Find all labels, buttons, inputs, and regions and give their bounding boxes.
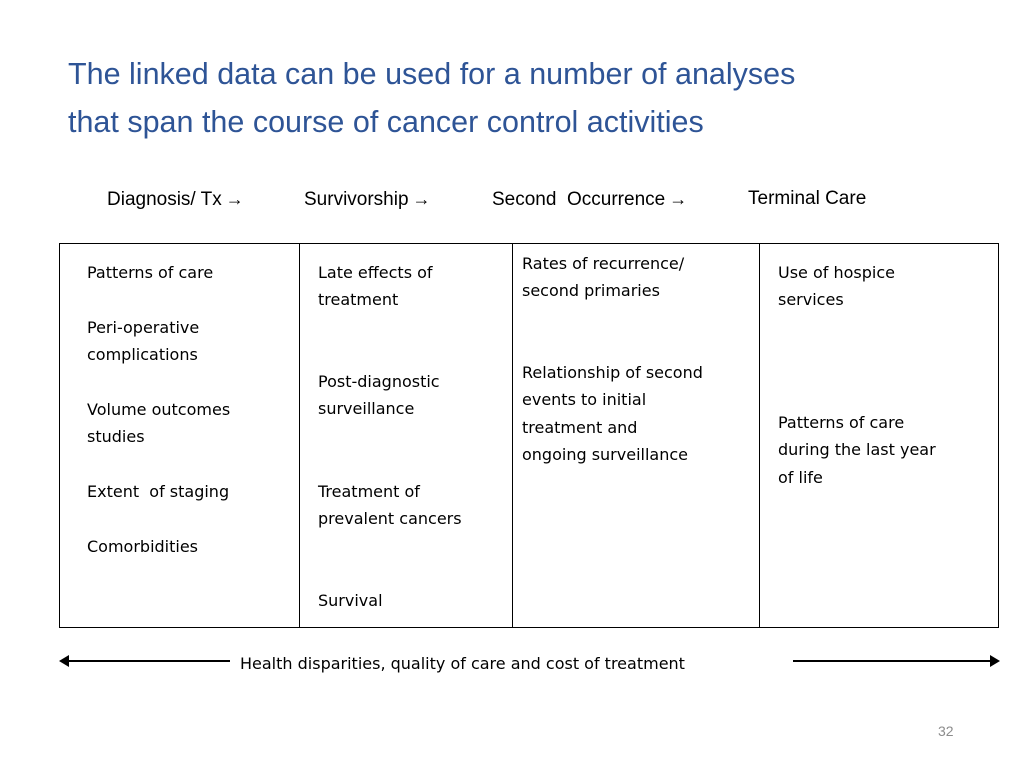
right-arrow-icon: → (669, 189, 688, 209)
item-line: studies (87, 427, 145, 447)
item-line: Rates of recurrence/ (522, 254, 685, 273)
item-line: Volume outcomes (87, 400, 231, 419)
flow-step-label: Diagnosis/ Tx (107, 189, 222, 210)
item-line: Survival (318, 591, 383, 610)
item-line: services (778, 290, 844, 310)
item-line: during the last year (778, 440, 936, 460)
slide-title-line-2: that span the course of cancer control activities (68, 105, 704, 139)
analysis-item (318, 478, 462, 533)
item-line: Use of hospice (778, 263, 895, 282)
analysis-item (318, 259, 433, 314)
analysis-item (87, 533, 198, 560)
item-line: Comorbidities (87, 537, 199, 556)
item-line: events to initial (522, 390, 647, 410)
arrow-line-left (66, 660, 230, 662)
column-divider (299, 244, 300, 627)
item-line: surveillance (318, 399, 415, 419)
item-line: Patterns of care (87, 263, 214, 282)
analysis-item (778, 259, 895, 314)
analysis-item (87, 259, 213, 286)
right-arrow-icon: → (412, 189, 431, 209)
slide-title-line-1: The linked data can be used for a number of analyses (68, 57, 796, 91)
item-line: Late effects of (318, 263, 433, 282)
arrow-head-right (990, 655, 1000, 667)
right-arrow-icon: → (225, 189, 244, 209)
flow-step-label: Second Occurrence (492, 189, 666, 210)
slide-title (68, 50, 988, 146)
item-line: second primaries (522, 281, 660, 301)
analysis-item (87, 396, 230, 451)
page-number: 32 (938, 723, 954, 739)
item-line: treatment (318, 290, 399, 310)
item-line: Relationship of second (522, 363, 703, 382)
item-line: Treatment of (318, 482, 420, 501)
column-divider (512, 244, 513, 627)
item-line: treatment and (522, 417, 638, 437)
arrow-line-right (793, 660, 993, 662)
flow-step-survivorship (304, 185, 431, 213)
item-line: of life (778, 467, 823, 487)
item-line: prevalent cancers (318, 509, 462, 529)
flow-step-second-occurrence (492, 185, 687, 213)
flow-step-label: Survivorship (304, 189, 409, 210)
flow-step-terminal-care (748, 185, 866, 213)
item-line: complications (87, 345, 198, 365)
analysis-item (318, 587, 383, 614)
flow-step-label: Terminal Care (748, 188, 867, 209)
analysis-item (318, 368, 440, 423)
analysis-item (87, 478, 229, 505)
item-line: Post-diagnostic (318, 372, 440, 391)
item-line: ongoing surveillance (522, 444, 688, 464)
analysis-item (522, 359, 703, 468)
analysis-item (87, 314, 199, 369)
cross-cutting-themes-label: Health disparities, quality of care and cost of treatment (240, 654, 685, 673)
item-line: Peri-operative (87, 318, 200, 337)
item-line: Patterns of care (778, 413, 905, 432)
column-divider (759, 244, 760, 627)
analysis-item (522, 250, 684, 305)
analysis-item (778, 409, 936, 491)
flow-step-diagnosis (107, 185, 244, 213)
item-line: Extent of staging (87, 482, 230, 501)
